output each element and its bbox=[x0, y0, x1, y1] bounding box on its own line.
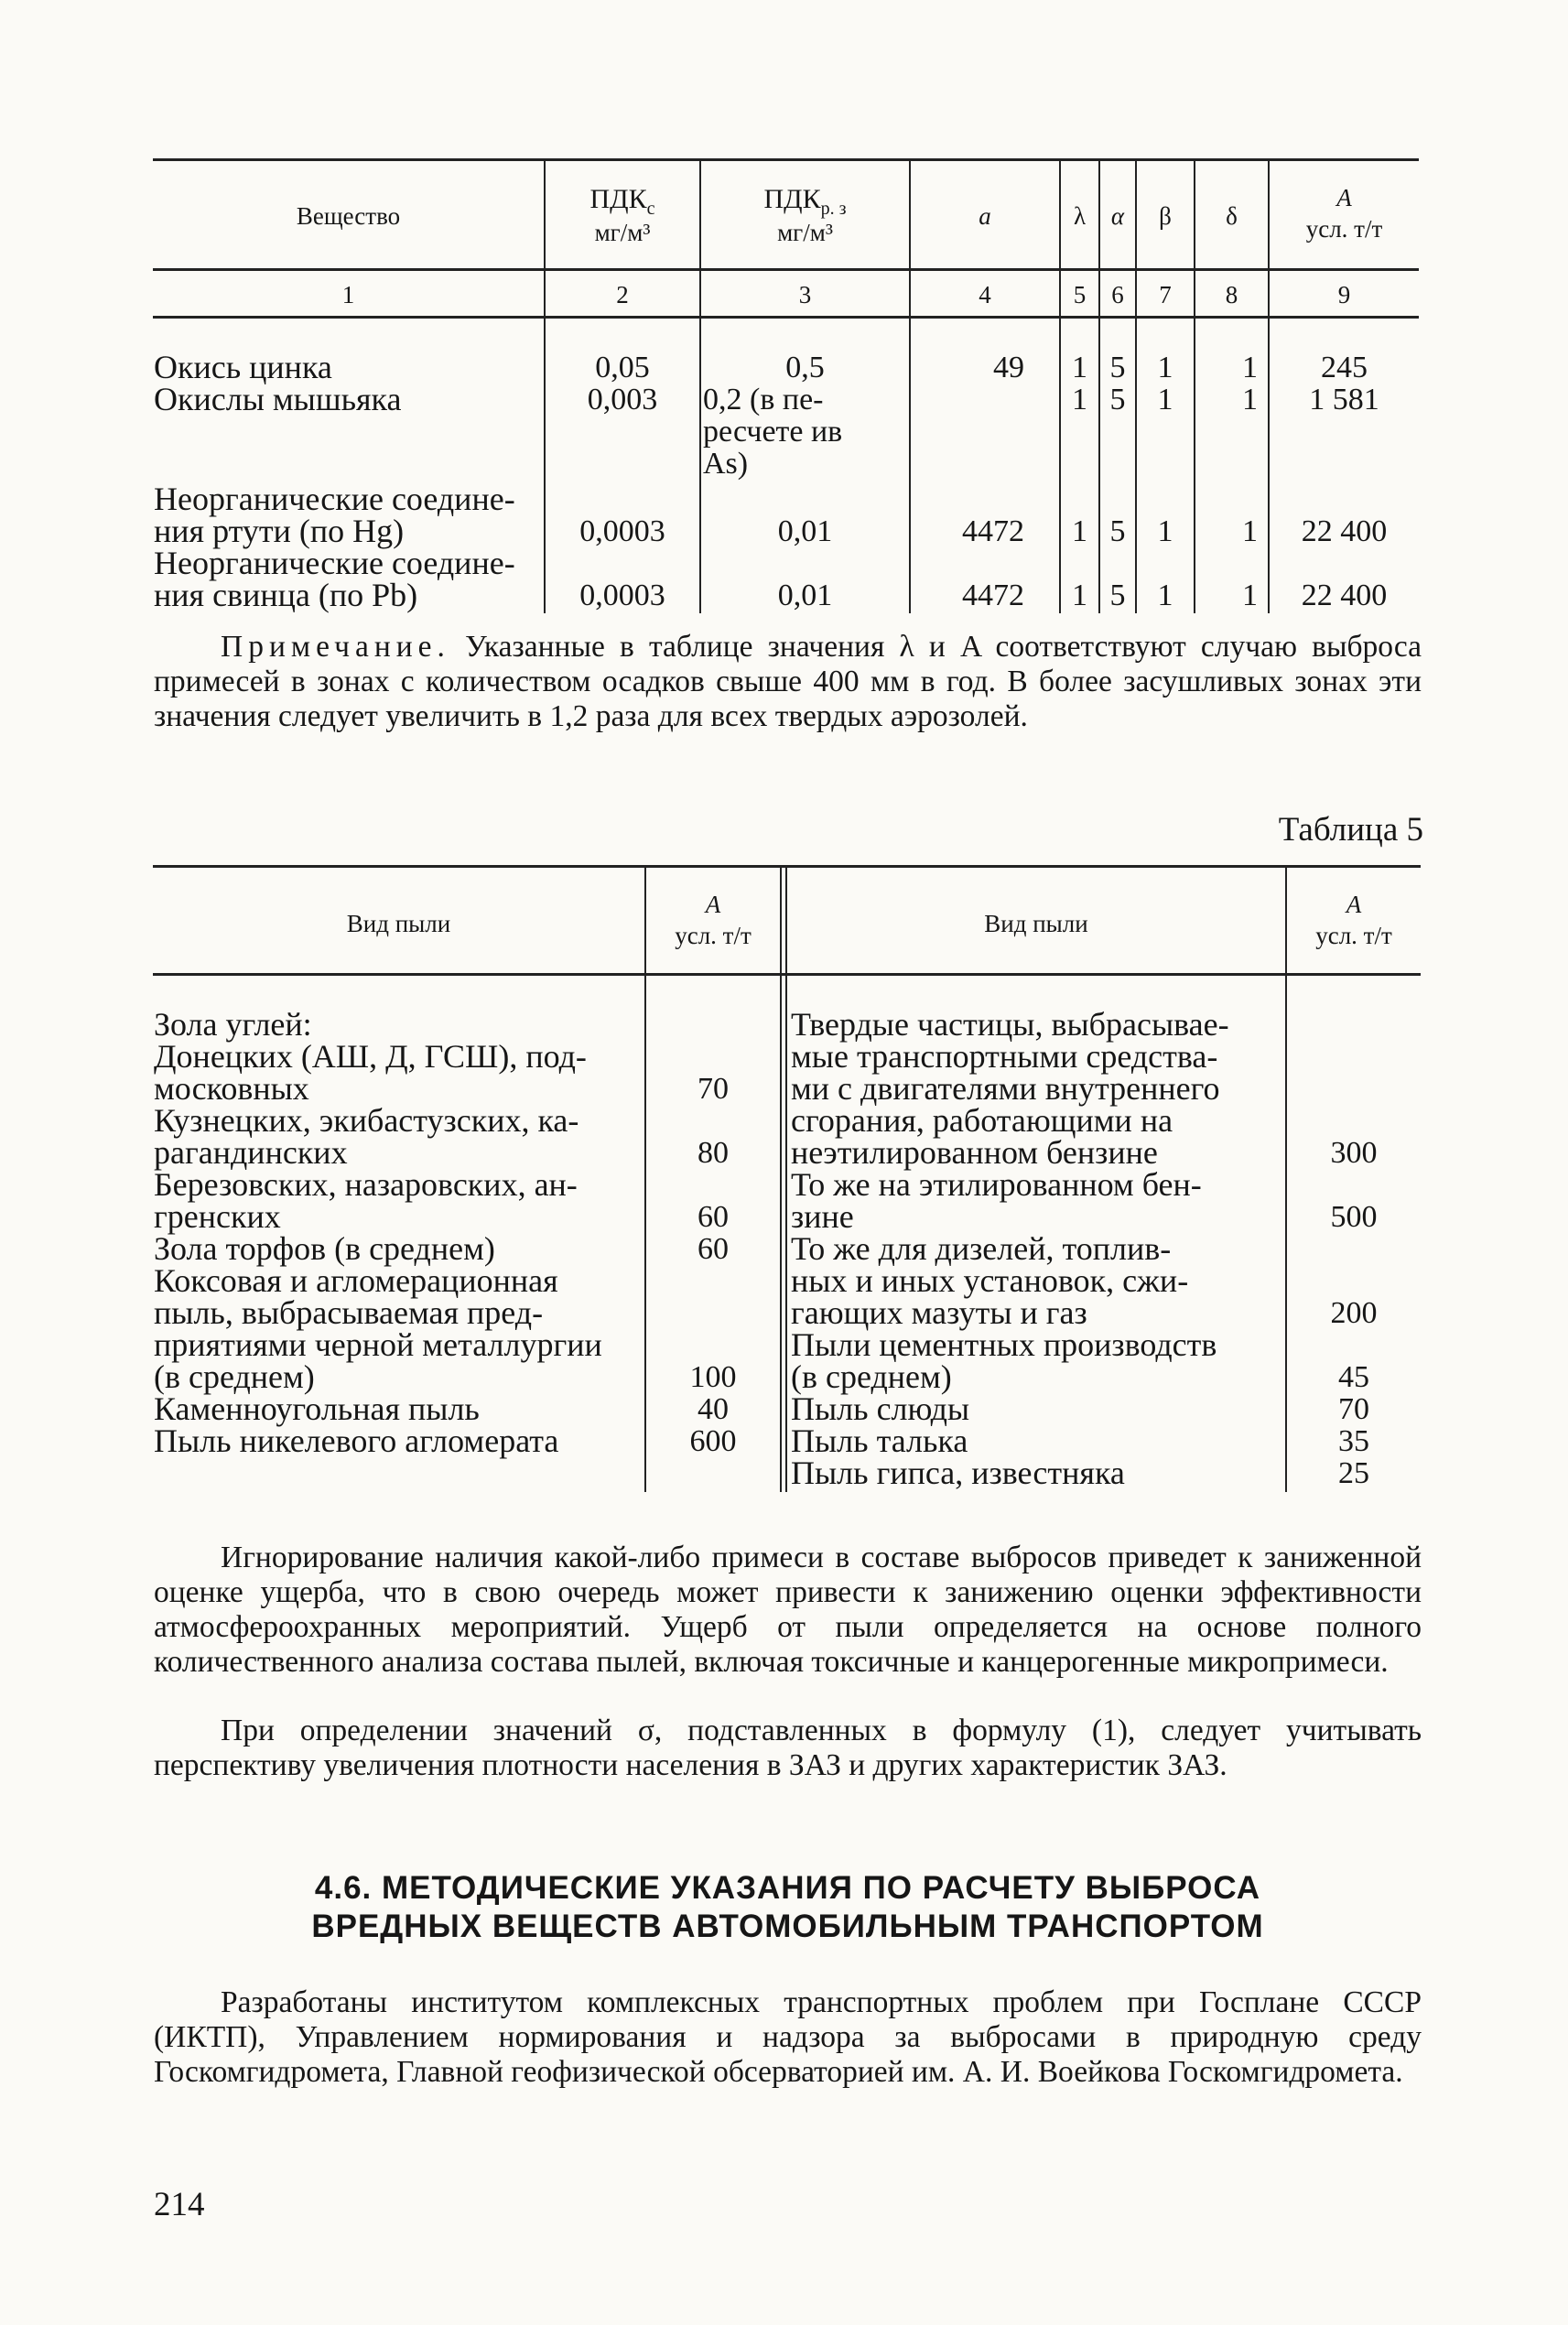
header-pdk-c-unit: мг/м³ bbox=[594, 219, 651, 246]
section-heading-line-1: 4.6. МЕТОДИЧЕСКИЕ УКАЗАНИЯ ПО РАСЧЕТУ ВЫБРОСА bbox=[314, 1870, 1261, 1906]
beta-value: 1 bbox=[1157, 351, 1173, 384]
beta-value: 1 bbox=[1157, 579, 1173, 612]
substance-name: Окислы мышьяка bbox=[154, 381, 402, 417]
list-item: Донецких (АШ, Д, ГСШ), под- bbox=[154, 1038, 587, 1075]
A-value: 200 bbox=[1330, 1296, 1378, 1330]
substance-name: ния ртути (по Hg) bbox=[154, 513, 405, 549]
header-A: A bbox=[1336, 184, 1352, 211]
table-note bbox=[154, 630, 1422, 734]
list-item: Твердые частицы, выбрасывае- bbox=[791, 1006, 1229, 1043]
delta-value: 1 bbox=[1242, 514, 1258, 548]
note-label: Примечание. bbox=[221, 630, 450, 664]
list-item: ных и иных установок, сжи- bbox=[791, 1262, 1189, 1299]
list-item: приятиями черной металлургии bbox=[154, 1326, 602, 1363]
delta-value: 1 bbox=[1242, 383, 1258, 416]
list-item: (в среднем) bbox=[791, 1358, 952, 1395]
lambda-value: 1 bbox=[1072, 351, 1087, 384]
header-substance: Вещество bbox=[296, 202, 401, 230]
header-dust-type: Вид пыли bbox=[346, 910, 451, 937]
pdk-rz-value: 0,2 (в пе- bbox=[703, 383, 824, 416]
A-value: 300 bbox=[1330, 1136, 1378, 1170]
pdk-rz-value: As) bbox=[703, 447, 749, 481]
list-item: Пыль гипса, известняка bbox=[791, 1454, 1125, 1491]
header-pdk-rz-unit: мг/м³ bbox=[777, 219, 833, 246]
list-item: Березовских, назаровских, ан- bbox=[154, 1166, 578, 1203]
header-A: A bbox=[705, 891, 721, 918]
list-item: пыль, выбрасываемая пред- bbox=[154, 1294, 544, 1331]
col-number: 8 bbox=[1225, 281, 1238, 308]
list-item: То же для дизелей, топлив- bbox=[791, 1230, 1172, 1267]
paragraph-1: Игнорирование наличия какой-либо примеси в составе выбросов приведет к заниженной оценке ущерба, что в свою очередь может привести к занижению оценки эффективности атмосфероохранных мероприятий. Ущерб от пыли определяется на основе полного количественного анализа состава пылей, включая токсичные и канцерогенные микропримеси. bbox=[154, 1541, 1422, 1679]
col-number: 5 bbox=[1073, 281, 1087, 308]
pdk-rz-value: 0,01 bbox=[777, 579, 833, 612]
note-text: Указанные в таблице значения λ и A соответствуют случаю выброса примесей в зонах с количеством осадков свыше 400 мм в год. В более засушливых зонах эти значения следует увеличить в 1,2 раза для всех твердых аэрозолей. bbox=[154, 630, 1422, 733]
header-delta: δ bbox=[1226, 202, 1238, 230]
col-number: 1 bbox=[341, 281, 355, 308]
substance-name: ния свинца (по Pb) bbox=[154, 577, 418, 613]
substance-name: Окись цинка bbox=[154, 349, 332, 385]
list-item: мые транспортными средства- bbox=[791, 1038, 1218, 1075]
list-item: Кузнецких, экибастузских, ка- bbox=[154, 1102, 579, 1139]
page-number: 214 bbox=[154, 2186, 205, 2223]
A-value: 45 bbox=[1338, 1360, 1369, 1394]
header-dust-type-2: Вид пыли bbox=[984, 910, 1088, 937]
a-value: 49 bbox=[993, 351, 1024, 384]
col-number: 7 bbox=[1159, 281, 1172, 308]
header-pdk-rz: $ПДК_{р. з}$ bbox=[763, 184, 847, 219]
header-A-unit: усл. т/т bbox=[675, 922, 752, 949]
header-A-unit-2: усл. т/т bbox=[1315, 922, 1392, 949]
lambda-value: 1 bbox=[1072, 579, 1087, 612]
list-item: Пыль слюды bbox=[791, 1390, 970, 1427]
A-value: 22 400 bbox=[1301, 514, 1388, 548]
list-item: зине bbox=[791, 1198, 854, 1235]
list-item: неэтилированном бензине bbox=[791, 1134, 1158, 1171]
header-lambda: λ bbox=[1073, 202, 1087, 230]
list-item: Коксовая и агломерационная bbox=[154, 1262, 558, 1299]
A-value: 70 bbox=[1338, 1392, 1369, 1426]
A-value: 25 bbox=[1338, 1456, 1369, 1490]
A-value: 100 bbox=[689, 1360, 737, 1394]
alpha-value: 5 bbox=[1109, 351, 1126, 384]
list-item: сгорания, работающими на bbox=[791, 1102, 1173, 1139]
col-number: 6 bbox=[1111, 281, 1124, 308]
A-value: 600 bbox=[689, 1424, 737, 1458]
list-item: Пыль никелевого агломерата bbox=[154, 1422, 559, 1459]
header-alpha: α bbox=[1110, 202, 1125, 230]
A-value: 500 bbox=[1330, 1200, 1378, 1234]
alpha-value: 5 bbox=[1109, 383, 1126, 416]
delta-value: 1 bbox=[1242, 579, 1258, 612]
substance-name: Неорганические соедине- bbox=[154, 481, 515, 517]
pdk-rz-value: ресчете ив bbox=[703, 415, 843, 449]
col-number: 3 bbox=[798, 281, 812, 308]
delta-value: 1 bbox=[1242, 351, 1258, 384]
a-value: 4472 bbox=[962, 579, 1024, 612]
pdk-c-value: 0,0003 bbox=[579, 514, 665, 548]
A-value: 245 bbox=[1321, 351, 1368, 384]
list-item: ми с двигателями внутреннего bbox=[791, 1070, 1220, 1107]
list-item: московных bbox=[154, 1070, 309, 1107]
beta-value: 1 bbox=[1157, 383, 1173, 416]
A-value: 60 bbox=[697, 1232, 729, 1266]
lambda-value: 1 bbox=[1072, 514, 1087, 548]
list-item: (в среднем) bbox=[154, 1358, 315, 1395]
A-value: 70 bbox=[697, 1072, 729, 1106]
header-a: a bbox=[979, 202, 991, 230]
list-item: То же на этилированном бен- bbox=[791, 1166, 1202, 1203]
paragraph-3: Разработаны институтом комплексных транспортных проблем при Госплане СССР (ИКТП), Управлением нормирования и надзора за выбросами в природную среду Госкомгидромета, Главной геофизической обсерваторией им. А. И. Воейкова Госкомгидромета. bbox=[154, 1985, 1422, 2089]
A-value: 80 bbox=[697, 1136, 729, 1170]
list-item: рагандинских bbox=[154, 1134, 348, 1171]
section-heading bbox=[154, 1869, 1422, 1946]
col-number: 2 bbox=[616, 281, 629, 308]
header-beta: β bbox=[1159, 202, 1172, 230]
pdk-rz-value: 0,5 bbox=[785, 351, 825, 384]
pdk-rz-value: 0,01 bbox=[777, 514, 833, 548]
A-value: 40 bbox=[697, 1392, 729, 1426]
section-heading-line-2: ВРЕДНЫХ ВЕЩЕСТВ АВТОМОБИЛЬНЫМ ТРАНСПОРТОМ bbox=[311, 1909, 1264, 1944]
pdk-c-value: 0,05 bbox=[595, 351, 650, 384]
A-value: 1 581 bbox=[1309, 383, 1379, 416]
A-value: 22 400 bbox=[1301, 579, 1388, 612]
list-item: Пыль талька bbox=[791, 1422, 968, 1459]
list-item: Пыли цементных производств bbox=[791, 1326, 1217, 1363]
list-item: гающих мазуты и газ bbox=[791, 1294, 1087, 1331]
alpha-value: 5 bbox=[1109, 514, 1126, 548]
A-value: 60 bbox=[697, 1200, 729, 1234]
substance-name: Неорганические соедине- bbox=[154, 545, 515, 581]
list-item: Зола торфов (в среднем) bbox=[154, 1230, 495, 1267]
A-value: 35 bbox=[1338, 1424, 1369, 1458]
header-A-2: A bbox=[1346, 891, 1362, 918]
a-value: 4472 bbox=[962, 514, 1024, 548]
table-5-caption: Таблица 5 bbox=[1278, 811, 1423, 849]
header-pdk-c: $ПДК_с$ bbox=[589, 184, 655, 219]
col-number: 9 bbox=[1337, 281, 1351, 308]
list-item: гренских bbox=[154, 1198, 281, 1235]
list-item: Каменноугольная пыль bbox=[154, 1390, 480, 1427]
pdk-c-value: 0,0003 bbox=[579, 579, 665, 612]
lambda-value: 1 bbox=[1072, 383, 1087, 416]
header-A-unit: усл. т/т bbox=[1305, 215, 1383, 243]
paragraph-2: При определении значений σ, подставленных в формулу (1), следует учитывать перспективу увеличения плотности населения в ЗАЗ и других характеристик ЗАЗ. bbox=[154, 1714, 1422, 1782]
beta-value: 1 bbox=[1157, 514, 1173, 548]
col-number: 4 bbox=[979, 281, 991, 308]
pdk-c-value: 0,003 bbox=[587, 383, 658, 416]
list-item: Зола углей: bbox=[154, 1006, 312, 1043]
alpha-value: 5 bbox=[1109, 579, 1126, 612]
